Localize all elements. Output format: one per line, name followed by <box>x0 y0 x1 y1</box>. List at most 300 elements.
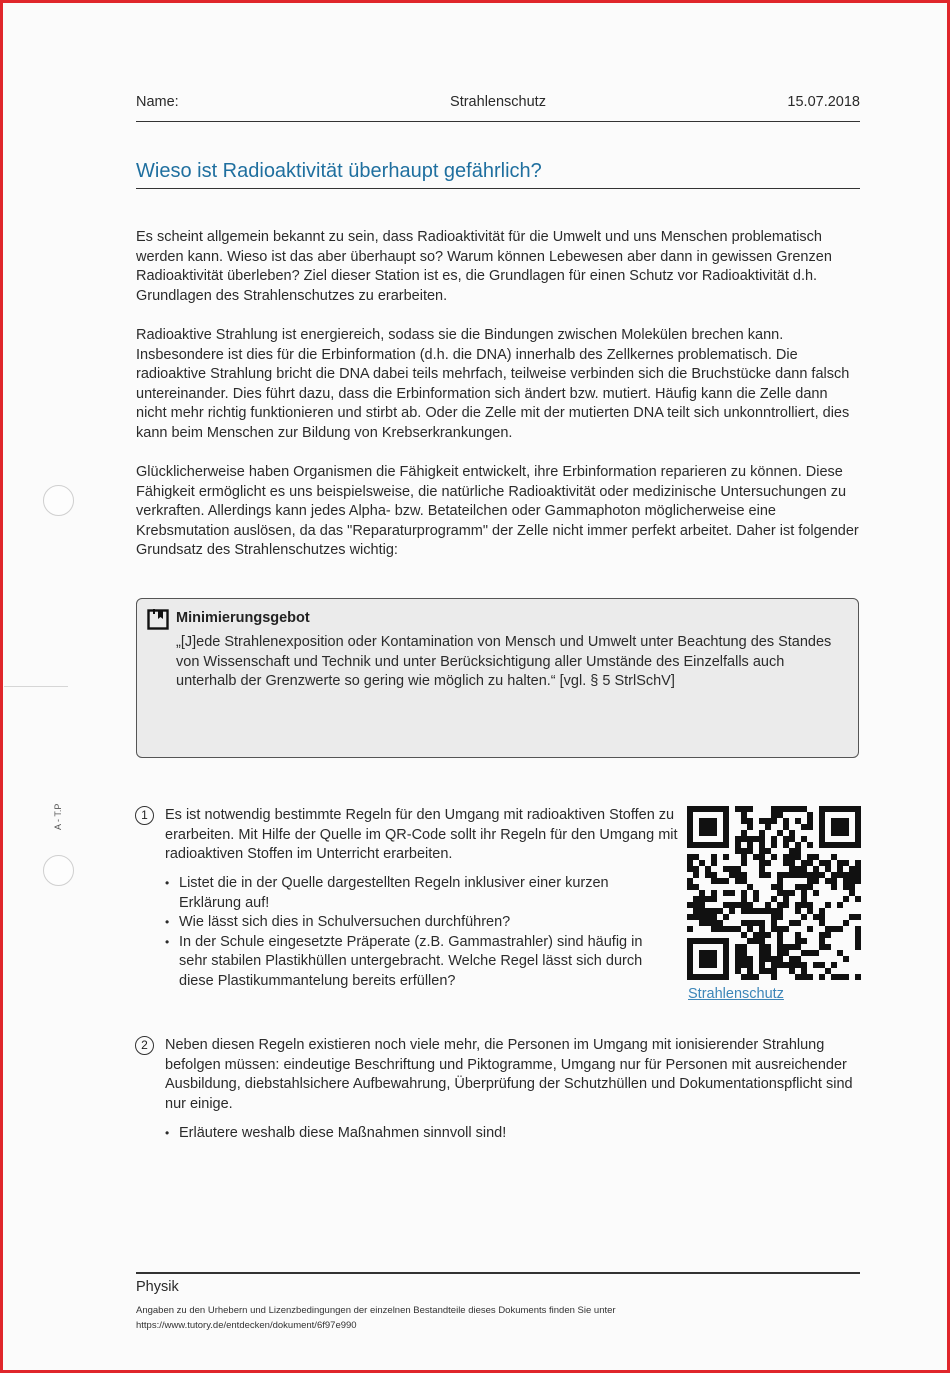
qr-module <box>747 806 753 812</box>
qr-module <box>765 902 771 908</box>
qr-module <box>855 806 861 812</box>
qr-module <box>705 830 711 836</box>
qr-module <box>783 962 789 968</box>
qr-module <box>687 836 693 842</box>
qr-module <box>795 938 801 944</box>
qr-module <box>831 962 837 968</box>
qr-module <box>723 944 729 950</box>
qr-module <box>819 818 825 824</box>
name-label: Name: <box>136 94 179 110</box>
qr-module <box>687 806 693 812</box>
qr-module <box>693 872 699 878</box>
qr-module <box>777 878 783 884</box>
qr-module <box>717 842 723 848</box>
qr-module <box>723 818 729 824</box>
qr-module <box>771 908 777 914</box>
qr-module <box>855 974 861 980</box>
qr-module <box>825 866 831 872</box>
qr-module <box>705 818 711 824</box>
qr-module <box>855 824 861 830</box>
qr-module <box>807 950 813 956</box>
qr-module <box>717 908 723 914</box>
qr-module <box>765 908 771 914</box>
qr-module <box>789 944 795 950</box>
info-box-text: „[J]ede Strahlenexposition oder Kontamination von Mensch und Umwelt unter Beachtung des Standes von Wissenschaft und Technik und unter Berücksichtigung aller Umstände des Einzelfalls auch unterhalb der Grenzwerte so gering wie möglich zu halten.“ [vgl. § 5 StrlSchV] <box>176 634 832 690</box>
qr-module <box>747 974 753 980</box>
header-date: 15.07.2018 <box>787 94 860 110</box>
qr-module <box>741 962 747 968</box>
qr-module <box>783 902 789 908</box>
qr-module <box>759 854 765 860</box>
qr-module <box>699 908 705 914</box>
qr-module <box>849 842 855 848</box>
qr-module <box>687 854 693 860</box>
qr-module <box>807 902 813 908</box>
qr-module <box>723 854 729 860</box>
qr-module <box>801 860 807 866</box>
qr-module <box>837 818 843 824</box>
qr-module <box>687 956 693 962</box>
qr-module <box>735 872 741 878</box>
qr-module <box>729 926 735 932</box>
qr-module <box>759 908 765 914</box>
qr-module <box>759 866 765 872</box>
qr-module <box>849 914 855 920</box>
qr-module <box>735 836 741 842</box>
qr-module <box>795 848 801 854</box>
qr-module <box>777 956 783 962</box>
qr-module <box>699 956 705 962</box>
qr-module <box>837 872 843 878</box>
qr-module <box>825 944 831 950</box>
qr-module <box>843 878 849 884</box>
qr-module <box>783 890 789 896</box>
qr-module <box>741 896 747 902</box>
qr-module <box>735 926 741 932</box>
qr-module <box>813 950 819 956</box>
qr-module <box>825 902 831 908</box>
qr-module <box>723 926 729 932</box>
qr-module <box>723 806 729 812</box>
qr-module <box>711 908 717 914</box>
qr-module <box>819 932 825 938</box>
qr-module <box>759 872 765 878</box>
qr-module <box>831 854 837 860</box>
qr-module <box>855 812 861 818</box>
qr-module <box>705 962 711 968</box>
qr-module <box>711 818 717 824</box>
qr-module <box>783 824 789 830</box>
qr-module <box>693 884 699 890</box>
qr-module <box>771 962 777 968</box>
qr-module <box>687 938 693 944</box>
paragraph-intro: Es scheint allgemein bekannt zu sein, dass Radioaktivität für die Umwelt und uns Menschen problematisch werden kann. Wieso ist das aber überhaupt so? Warum können Lebewesen aber dann in gewissen Grenzen Radioaktivität überleben? Ziel dieser Station ist es, die Grundlagen für einen Schutz vor Radioaktivität d.h. Grundlagen des Strahlenschutzes zu erarbeiten. <box>136 229 832 304</box>
header-topic: Strahlenschutz <box>450 94 546 110</box>
qr-module <box>765 944 771 950</box>
qr-module <box>807 974 813 980</box>
qr-module <box>819 944 825 950</box>
qr-module <box>729 890 735 896</box>
qr-module <box>711 872 717 878</box>
qr-module <box>723 968 729 974</box>
qr-module <box>807 872 813 878</box>
qr-module <box>759 830 765 836</box>
qr-module <box>813 872 819 878</box>
qr-module <box>843 824 849 830</box>
qr-module <box>777 908 783 914</box>
qr-module <box>717 806 723 812</box>
qr-module <box>747 926 753 932</box>
qr-module <box>747 818 753 824</box>
qr-module <box>699 914 705 920</box>
qr-module <box>831 878 837 884</box>
list-item: • Listet die in der Quelle dargestellten Regeln inklusiver einer kurzen Erklärung auf! <box>165 874 670 913</box>
qr-module <box>777 926 783 932</box>
qr-module <box>843 956 849 962</box>
qr-module <box>699 860 705 866</box>
qr-module <box>777 902 783 908</box>
qr-module <box>753 974 759 980</box>
qr-module <box>855 872 861 878</box>
qr-module <box>747 968 753 974</box>
qr-module <box>795 932 801 938</box>
qr-module <box>801 806 807 812</box>
qr-module <box>723 836 729 842</box>
qr-module <box>765 956 771 962</box>
qr-module <box>765 818 771 824</box>
footer-license-note <box>136 1303 736 1333</box>
qr-module <box>723 914 729 920</box>
task-1-bullets <box>165 874 670 992</box>
qr-module <box>849 866 855 872</box>
qr-module <box>783 926 789 932</box>
qr-module <box>837 842 843 848</box>
qr-module <box>777 890 783 896</box>
qr-module <box>717 920 723 926</box>
qr-module <box>687 902 693 908</box>
qr-module <box>723 956 729 962</box>
qr-module <box>843 974 849 980</box>
qr-module <box>741 920 747 926</box>
qr-module <box>819 908 825 914</box>
info-box <box>136 598 859 758</box>
qr-module <box>807 878 813 884</box>
qr-module <box>735 956 741 962</box>
qr-module <box>819 920 825 926</box>
qr-module <box>759 920 765 926</box>
qr-module <box>855 860 861 866</box>
qr-module <box>813 866 819 872</box>
punch-hole-top <box>43 485 74 516</box>
task-2-text: Neben diesen Regeln existieren noch viele mehr, die Personen im Umgang mit ionisierender Strahlung befolgen müssen: eindeutige Beschriftung und Piktogramme, Umgang nur für Personen mit ausreichender Ausbildung, diebstahlsichere Aufbewahrung, Überprüfung der Schutzhüllen und Dokumentationspflicht sind nur einige. <box>165 1037 853 1112</box>
qr-module <box>801 866 807 872</box>
qr-module <box>807 824 813 830</box>
info-box-title: Minimierungsgebot <box>176 610 310 626</box>
qr-module <box>723 842 729 848</box>
qr-module <box>843 860 849 866</box>
qr-module <box>855 878 861 884</box>
qr-module <box>693 806 699 812</box>
qr-module <box>825 926 831 932</box>
qr-module <box>837 974 843 980</box>
qr-module <box>693 902 699 908</box>
list-item: • In der Schule eingesetzte Präperate (z.B. Gammastrahler) sind häufig in sehr stabilen Plastikhüllen untergebracht. Welche Regel lässt sich durch diese Plastikummantelung bereits erfüllen? <box>165 933 670 992</box>
qr-module <box>699 806 705 812</box>
qr-module <box>771 854 777 860</box>
qr-module <box>831 818 837 824</box>
qr-module <box>789 872 795 878</box>
qr-module <box>705 866 711 872</box>
qr-module <box>777 812 783 818</box>
qr-module <box>759 932 765 938</box>
qr-module <box>783 896 789 902</box>
qr-module <box>849 890 855 896</box>
qr-module <box>723 878 729 884</box>
qr-module <box>711 824 717 830</box>
qr-module <box>717 926 723 932</box>
qr-module <box>783 806 789 812</box>
qr-module <box>735 968 741 974</box>
qr-module <box>759 944 765 950</box>
qr-module <box>705 872 711 878</box>
footer-note-line: Angaben zu den Urhebern und Lizenzbedingungen der einzelnen Bestandteile dieses Dokuments finden Sie unter <box>136 1305 616 1316</box>
qr-module <box>759 860 765 866</box>
qr-module <box>807 818 813 824</box>
qr-source-link[interactable]: Strahlenschutz <box>688 986 784 1002</box>
qr-module <box>687 914 693 920</box>
qr-module <box>789 920 795 926</box>
qr-module <box>819 836 825 842</box>
qr-module <box>687 974 693 980</box>
page-header <box>136 92 860 122</box>
qr-module <box>819 914 825 920</box>
qr-module <box>741 956 747 962</box>
qr-module <box>705 842 711 848</box>
qr-module <box>849 806 855 812</box>
qr-module <box>741 812 747 818</box>
qr-module <box>711 950 717 956</box>
qr-module <box>711 920 717 926</box>
qr-module <box>711 890 717 896</box>
qr-module <box>735 944 741 950</box>
qr-module <box>771 818 777 824</box>
qr-module <box>759 842 765 848</box>
qr-module <box>705 908 711 914</box>
qr-module <box>849 878 855 884</box>
qr-module <box>825 968 831 974</box>
qr-module <box>807 884 813 890</box>
qr-module <box>741 872 747 878</box>
qr-module <box>741 950 747 956</box>
qr-module <box>735 962 741 968</box>
qr-module <box>693 896 699 902</box>
qr-module <box>741 932 747 938</box>
qr-module <box>777 914 783 920</box>
qr-module <box>711 926 717 932</box>
qr-module <box>765 860 771 866</box>
qr-module <box>705 806 711 812</box>
qr-module <box>747 836 753 842</box>
qr-module <box>759 956 765 962</box>
qr-module <box>825 842 831 848</box>
qr-module <box>693 866 699 872</box>
footer-divider <box>136 1272 860 1274</box>
qr-module <box>777 944 783 950</box>
qr-module <box>759 848 765 854</box>
qr-module <box>795 866 801 872</box>
qr-module <box>723 824 729 830</box>
task-1-text: Es ist notwendig bestimmte Regeln für den Umgang mit radioaktiven Stoffen zu erarbeiten. Mit Hilfe der Quelle im QR-Code sollt ihr Regeln für den Umgang mit radioaktiven Stoffen im Unterricht erarbeiten. <box>165 807 678 863</box>
qr-module <box>783 842 789 848</box>
qr-module <box>711 956 717 962</box>
qr-module <box>855 818 861 824</box>
qr-module <box>759 818 765 824</box>
qr-module <box>723 902 729 908</box>
qr-module <box>699 830 705 836</box>
qr-module <box>843 872 849 878</box>
task-number-1: 1 <box>135 806 154 825</box>
qr-module <box>783 950 789 956</box>
qr-module <box>831 824 837 830</box>
qr-module <box>789 830 795 836</box>
qr-module <box>855 836 861 842</box>
qr-module <box>723 890 729 896</box>
qr-module <box>771 956 777 962</box>
qr-module <box>693 974 699 980</box>
qr-module <box>723 938 729 944</box>
qr-module <box>771 914 777 920</box>
qr-module <box>687 830 693 836</box>
footer-subject: Physik <box>136 1279 179 1295</box>
qr-module <box>741 848 747 854</box>
qr-module <box>705 950 711 956</box>
qr-module <box>795 974 801 980</box>
qr-module <box>747 962 753 968</box>
qr-module <box>855 926 861 932</box>
qr-module <box>789 806 795 812</box>
qr-module <box>693 938 699 944</box>
qr-module <box>819 812 825 818</box>
qr-module <box>831 884 837 890</box>
qr-module <box>789 860 795 866</box>
qr-module <box>801 914 807 920</box>
qr-module <box>807 926 813 932</box>
qr-module <box>765 932 771 938</box>
qr-module <box>813 854 819 860</box>
qr-module <box>687 884 693 890</box>
qr-module <box>771 920 777 926</box>
qr-module <box>759 836 765 842</box>
footer-url: https://www.tutory.de/entdecken/dokument/6f97e990 <box>136 1320 357 1331</box>
qr-module <box>699 920 705 926</box>
qr-module <box>693 908 699 914</box>
qr-module <box>729 902 735 908</box>
qr-module <box>837 830 843 836</box>
qr-module <box>735 848 741 854</box>
qr-module <box>855 842 861 848</box>
qr-module <box>777 830 783 836</box>
qr-module <box>813 878 819 884</box>
qr-module <box>705 920 711 926</box>
qr-module <box>711 842 717 848</box>
qr-module <box>711 830 717 836</box>
qr-module <box>771 836 777 842</box>
qr-module <box>789 836 795 842</box>
qr-module <box>687 950 693 956</box>
qr-module <box>795 842 801 848</box>
qr-module <box>837 950 843 956</box>
qr-module <box>795 944 801 950</box>
qr-module <box>777 806 783 812</box>
list-item: • Erläutere weshalb diese Maßnahmen sinnvoll sind! <box>165 1124 855 1144</box>
qr-module <box>687 944 693 950</box>
qr-module <box>819 962 825 968</box>
qr-module <box>789 866 795 872</box>
qr-module <box>795 806 801 812</box>
qr-module <box>693 914 699 920</box>
qr-module <box>699 824 705 830</box>
qr-module <box>723 962 729 968</box>
qr-module <box>711 860 717 866</box>
qr-module <box>717 938 723 944</box>
qr-module <box>807 842 813 848</box>
qr-module <box>741 818 747 824</box>
qr-module <box>723 950 729 956</box>
qr-module <box>711 938 717 944</box>
qr-module <box>747 884 753 890</box>
qr-module <box>837 902 843 908</box>
qr-module <box>771 806 777 812</box>
qr-module <box>783 854 789 860</box>
qr-module <box>807 812 813 818</box>
qr-module <box>699 962 705 968</box>
qr-code[interactable] <box>687 806 861 980</box>
qr-module <box>711 806 717 812</box>
qr-module <box>783 818 789 824</box>
qr-module <box>699 818 705 824</box>
qr-module <box>801 890 807 896</box>
qr-module <box>699 950 705 956</box>
qr-module <box>741 836 747 842</box>
qr-module <box>693 854 699 860</box>
qr-module <box>729 866 735 872</box>
qr-module <box>747 848 753 854</box>
qr-module <box>795 956 801 962</box>
qr-module <box>771 968 777 974</box>
qr-module <box>855 830 861 836</box>
qr-module <box>759 950 765 956</box>
qr-module <box>777 938 783 944</box>
qr-module <box>771 842 777 848</box>
qr-module <box>789 848 795 854</box>
qr-module <box>753 908 759 914</box>
qr-module <box>843 830 849 836</box>
qr-module <box>741 890 747 896</box>
qr-module <box>699 902 705 908</box>
qr-module <box>837 860 843 866</box>
qr-module <box>801 884 807 890</box>
qr-module <box>741 944 747 950</box>
qr-module <box>849 872 855 878</box>
qr-module <box>687 878 693 884</box>
qr-module <box>795 818 801 824</box>
qr-module <box>813 890 819 896</box>
qr-module <box>699 896 705 902</box>
qr-module <box>711 962 717 968</box>
qr-module <box>747 842 753 848</box>
qr-module <box>735 950 741 956</box>
bookmark-icon <box>147 608 169 630</box>
